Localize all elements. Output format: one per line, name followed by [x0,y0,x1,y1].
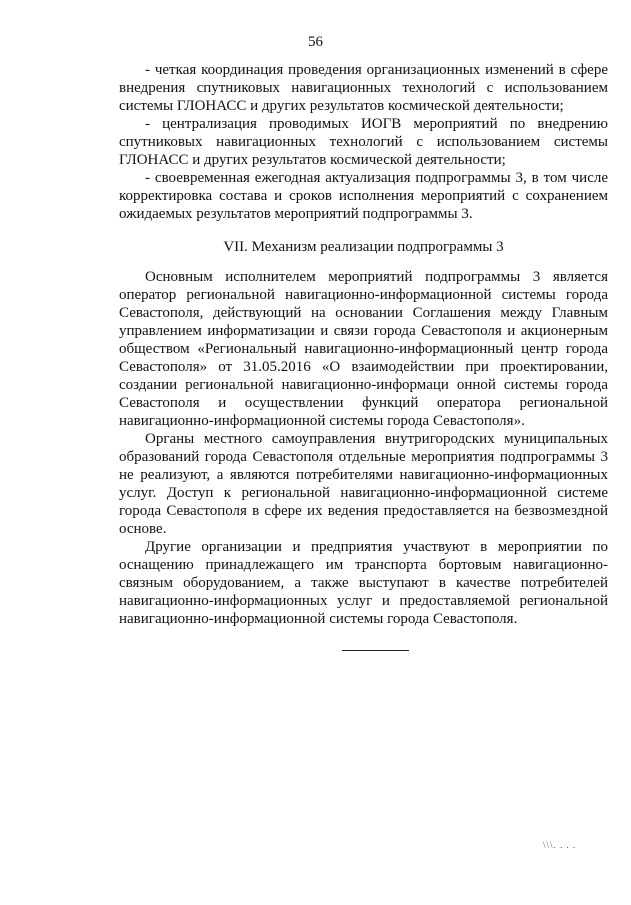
list-item: - централизация проводимых ИОГВ мероприятий по внедрению спутниковых навигационных технологий с использованием системы ГЛОНАСС и других результатов космической деятельности; [119,116,608,168]
page-number: 56 [308,34,323,50]
section-heading: VII. Механизм реализации подпрограммы 3 [223,239,504,255]
body-paragraph: Органы местного самоуправления внутригородских муниципальных образований города Севастополя отдельные мероприятия подпрограммы 3 не реализуют, а являются потребителями навигационно-информационных услуг. Доступ к региональной навигационно-информационной системе города Севастополя в сфере их ведения предоставляется на безвозмездной основе. [119,431,608,537]
list-item: - своевременная ежегодная актуализация подпрограммы 3, в том числе корректировка состава и сроков исполнения мероприятий с сохранением ожидаемых результатов мероприятий подпрограммы 3. [119,170,608,222]
list-item: - четкая координация проведения организационных изменений в сфере внедрения спутниковых навигационных технологий с использованием системы ГЛОНАСС и других результатов космической деятельности; [119,62,608,114]
end-divider [342,650,409,651]
body-paragraph: Основным исполнителем мероприятий подпрограммы 3 является оператор региональной навигационно-информационной системы города Севастополя, действующий на основании Соглашения между Главным управлением информатизации и связи города Севастополя и акционерным обществом «Региональный навигационно-информационный центр города Севастополя» от 31.05.2016 «О взаимодействии при проектировании, создании региональной навигационно-информаци онной системы города Севастополя и осуществлении функций оператора региональной навигационно-информационной системы города Севастополя». [119,269,608,429]
footer-mark: \\\. . . . [543,840,577,850]
body-block [119,268,608,628]
body-paragraph: Другие организации и предприятия участвуют в мероприятии по оснащению принадлежащего им транспорта бортовым навигационно-связным оборудованием, а также выступают в качестве потребителей навигационно-информационных услуг и предоставляемой региональной навигационно-информационной системы города Севастополя. [119,539,608,627]
list-block [119,61,608,223]
